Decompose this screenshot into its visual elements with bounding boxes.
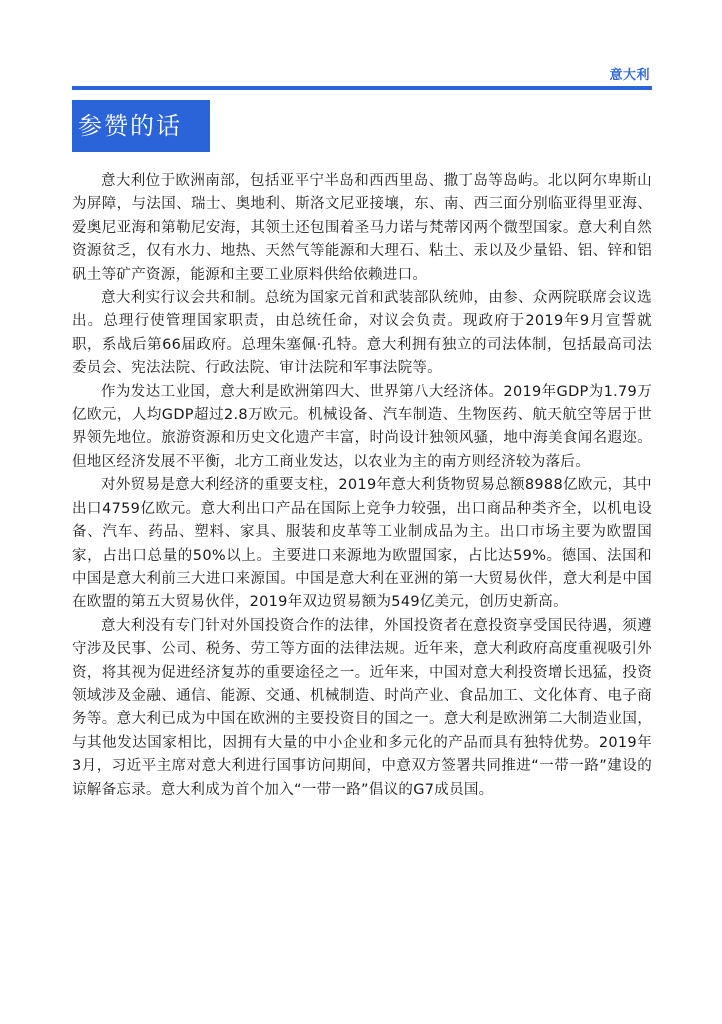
section-title: 参赞的话 (72, 100, 210, 152)
running-header-country: 意大利 (609, 68, 650, 83)
body-text (72, 170, 652, 802)
paragraph: 意大利没有专门针对外国投资合作的法律，外国投资者在意投资享受国民待遇，须遵守涉及民事、公司、税务、劳工等方面的法律法规。近年来，意大利政府高度重视吸引外资，将其视为促进经济复苏的重要途径之一。近年来，中国对意大利投资增长迅猛，投资领域涉及金融、通信、能源、交通、机械制造、时尚产业、食品加工、文化体育、电子商务等。意大利已成为中国在欧洲的主要投资目的国之一。意大利是欧洲第二大制造业国，与其他发达国家相比，因拥有大量的中小企业和多元化的产品而具有独特优势。2019年3月，习近平主席对意大利进行国事访问期间，中意双方签署共同推进“一带一路”建设的谅解备忘录。意大利成为首个加入“一带一路”倡议的G7成员国。 (72, 617, 652, 798)
header-rule (72, 86, 652, 90)
paragraph: 意大利实行议会共和制。总统为国家元首和武装部队统帅，由参、众两院联席会议选出。总理行使管理国家职责，由总统任命，对议会负责。现政府于2019年9月宣誓就职，系战后第66届政府。总理朱塞佩·孔特。意大利拥有独立的司法体制，包括最高司法委员会、宪法法院、行政法院、审计法院和军事法院等。 (72, 290, 652, 377)
paragraph: 对外贸易是意大利经济的重要支柱，2019年意大利货物贸易总额8988亿欧元，其中出口4759亿欧元。意大利出口产品在国际上竞争力较强，出口商品种类齐全，以机电设备、汽车、药品、塑料、家具、服装和皮革等工业制成品为主。出口市场主要为欧盟国家，占出口总量的50%以上。主要进口来源地为欧盟国家，占比达59%。德国、法国和中国是意大利前三大进口来源国。中国是意大利在亚洲的第一大贸易伙伴，意大利是中国在欧盟的第五大贸易伙伴，2019年双边贸易额为549亿美元，创历史新高。 (72, 477, 652, 611)
paragraph: 作为发达工业国，意大利是欧洲第四大、世界第八大经济体。2019年GDP为1.79万亿欧元，人均GDP超过2.8万欧元。机械设备、汽车制造、生物医药、航天航空等居于世界领先地位。旅游资源和历史文化遗产丰富，时尚设计独领风骚，地中海美食闻名遐迩。但地区经济发展不平衡，北方工商业发达，以农业为主的南方则经济较为落后。 (72, 383, 652, 470)
paragraph: 意大利位于欧洲南部，包括亚平宁半岛和西西里岛、撒丁岛等岛屿。北以阿尔卑斯山为屏障，与法国、瑞士、奥地利、斯洛文尼亚接壤，东、南、西三面分别临亚得里亚海、爱奥尼亚海和第勒尼安海，其领土还包围着圣马力诺与梵蒂冈两个微型国家。意大利自然资源贫乏，仅有水力、地热、天然气等能源和大理石、粘土、汞以及少量铅、铝、锌和铝矾土等矿产资源，能源和主要工业原料供给依赖进口。 (72, 173, 652, 283)
